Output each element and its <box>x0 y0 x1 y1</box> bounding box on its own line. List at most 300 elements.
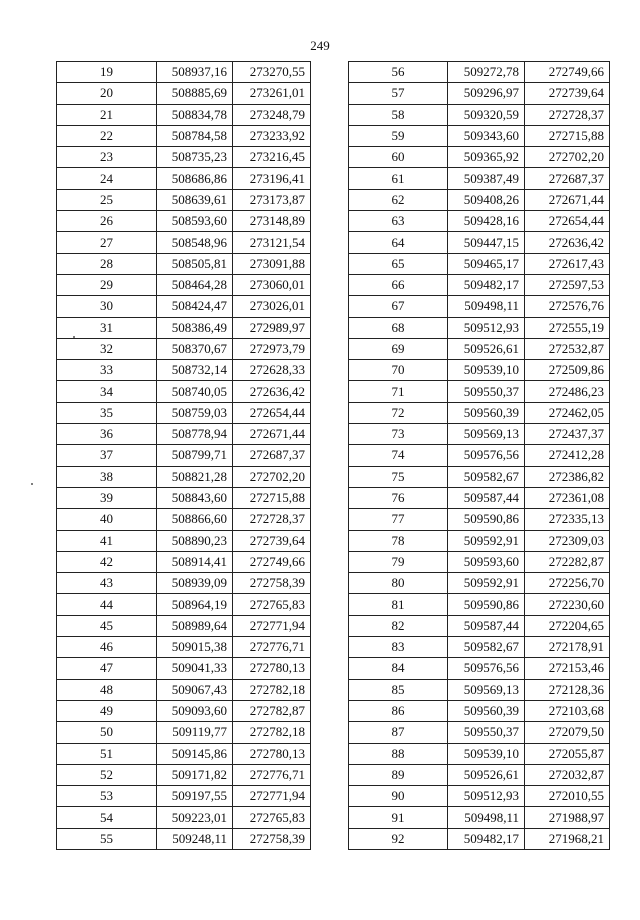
coordinate-y-cell: 272765,83 <box>233 594 311 615</box>
point-number-cell: 67 <box>349 296 448 317</box>
coordinate-x-cell: 509539,10 <box>448 360 525 381</box>
point-number-cell: 56 <box>349 62 448 83</box>
coordinate-y-cell: 272282,87 <box>525 551 610 572</box>
point-number-cell: 75 <box>349 466 448 487</box>
coordinate-x-cell: 509387,49 <box>448 168 525 189</box>
point-number-cell: 46 <box>57 637 157 658</box>
coordinate-y-cell: 272617,43 <box>525 253 610 274</box>
point-number-cell: 38 <box>57 466 157 487</box>
coordinate-x-cell: 509408,26 <box>448 189 525 210</box>
point-number-cell: 27 <box>57 232 157 253</box>
point-number-cell: 52 <box>57 764 157 785</box>
coordinate-y-cell: 272776,71 <box>233 764 311 785</box>
coordinate-x-cell: 509447,15 <box>448 232 525 253</box>
table-row <box>349 445 610 466</box>
table-row <box>349 317 610 338</box>
coordinate-x-cell: 508732,14 <box>157 360 233 381</box>
coordinate-y-cell: 272576,76 <box>525 296 610 317</box>
table-row <box>349 232 610 253</box>
table-row <box>57 445 311 466</box>
coordinate-x-cell: 508939,09 <box>157 573 233 594</box>
table-row <box>349 786 610 807</box>
coordinate-y-cell: 273091,88 <box>233 253 311 274</box>
coordinate-x-cell: 509590,86 <box>448 594 525 615</box>
table-row <box>349 658 610 679</box>
coordinate-y-cell: 272765,83 <box>233 807 311 828</box>
point-number-cell: 48 <box>57 679 157 700</box>
coordinate-y-cell: 272204,65 <box>525 615 610 636</box>
coordinate-y-cell: 272687,37 <box>233 445 311 466</box>
coordinate-y-cell: 272687,37 <box>525 168 610 189</box>
coordinate-x-cell: 508759,03 <box>157 402 233 423</box>
table-row <box>57 637 311 658</box>
table-row <box>57 615 311 636</box>
table-row <box>57 743 311 764</box>
coordinate-x-cell: 509512,93 <box>448 317 525 338</box>
table-row <box>57 104 311 125</box>
coordinate-y-cell: 272715,88 <box>233 487 311 508</box>
point-number-cell: 92 <box>349 828 448 849</box>
coordinate-x-cell: 509592,91 <box>448 573 525 594</box>
table-row <box>349 466 610 487</box>
coordinate-y-cell: 272079,50 <box>525 722 610 743</box>
coordinate-y-cell: 272555,19 <box>525 317 610 338</box>
table-row <box>57 551 311 572</box>
table-row <box>349 338 610 359</box>
coordinate-x-cell: 509171,82 <box>157 764 233 785</box>
point-number-cell: 49 <box>57 700 157 721</box>
coordinate-x-cell: 509343,60 <box>448 125 525 146</box>
point-number-cell: 40 <box>57 509 157 530</box>
point-number-cell: 69 <box>349 338 448 359</box>
point-number-cell: 26 <box>57 211 157 232</box>
table-row <box>57 573 311 594</box>
coordinate-x-cell: 509296,97 <box>448 83 525 104</box>
table-row <box>57 786 311 807</box>
point-number-cell: 51 <box>57 743 157 764</box>
point-number-cell: 58 <box>349 104 448 125</box>
coordinate-x-cell: 508386,49 <box>157 317 233 338</box>
coordinate-y-cell: 272230,60 <box>525 594 610 615</box>
coordinate-y-cell: 273148,89 <box>233 211 311 232</box>
point-number-cell: 20 <box>57 83 157 104</box>
point-number-cell: 24 <box>57 168 157 189</box>
point-number-cell: 60 <box>349 147 448 168</box>
coordinate-x-cell: 508784,58 <box>157 125 233 146</box>
table-row <box>57 658 311 679</box>
coordinate-x-cell: 508424,47 <box>157 296 233 317</box>
table-row <box>57 530 311 551</box>
coordinate-x-cell: 509560,39 <box>448 700 525 721</box>
table-row <box>57 317 311 338</box>
coordinate-y-cell: 272776,71 <box>233 637 311 658</box>
coordinate-y-cell: 272010,55 <box>525 786 610 807</box>
coordinate-y-cell: 272654,44 <box>233 402 311 423</box>
coordinate-x-cell: 508639,61 <box>157 189 233 210</box>
table-row <box>349 487 610 508</box>
table-row <box>57 487 311 508</box>
table-row <box>57 211 311 232</box>
coordinate-x-cell: 509560,39 <box>448 402 525 423</box>
table-row <box>349 168 610 189</box>
point-number-cell: 21 <box>57 104 157 125</box>
table-row <box>349 700 610 721</box>
coordinate-y-cell: 272782,18 <box>233 679 311 700</box>
coordinate-y-cell: 272782,18 <box>233 722 311 743</box>
coordinate-x-cell: 509428,16 <box>448 211 525 232</box>
point-number-cell: 41 <box>57 530 157 551</box>
table-row <box>349 573 610 594</box>
coordinate-x-cell: 509526,61 <box>448 338 525 359</box>
coordinate-y-cell: 272758,39 <box>233 573 311 594</box>
coordinate-y-cell: 272702,20 <box>233 466 311 487</box>
point-number-cell: 39 <box>57 487 157 508</box>
coordinate-y-cell: 273233,92 <box>233 125 311 146</box>
coordinate-y-cell: 272782,87 <box>233 700 311 721</box>
point-number-cell: 34 <box>57 381 157 402</box>
table-row <box>57 700 311 721</box>
point-number-cell: 66 <box>349 274 448 295</box>
table-row <box>57 722 311 743</box>
coordinate-y-cell: 272771,94 <box>233 786 311 807</box>
table-row <box>349 594 610 615</box>
coordinate-x-cell: 509539,10 <box>448 743 525 764</box>
point-number-cell: 42 <box>57 551 157 572</box>
table-row <box>349 381 610 402</box>
table-row <box>57 764 311 785</box>
coordinate-x-cell: 508964,19 <box>157 594 233 615</box>
point-number-cell: 62 <box>349 189 448 210</box>
coordinate-x-cell: 509248,11 <box>157 828 233 849</box>
coordinate-y-cell: 272032,87 <box>525 764 610 785</box>
table-row <box>349 189 610 210</box>
point-number-cell: 79 <box>349 551 448 572</box>
point-number-cell: 53 <box>57 786 157 807</box>
coordinate-y-cell: 271988,97 <box>525 807 610 828</box>
table-row <box>349 743 610 764</box>
coordinate-x-cell: 509093,60 <box>157 700 233 721</box>
point-number-cell: 84 <box>349 658 448 679</box>
coordinate-y-cell: 273121,54 <box>233 232 311 253</box>
coordinate-x-cell: 508686,86 <box>157 168 233 189</box>
coordinate-y-cell: 272636,42 <box>525 232 610 253</box>
point-number-cell: 47 <box>57 658 157 679</box>
coordinate-x-cell: 508370,67 <box>157 338 233 359</box>
point-number-cell: 83 <box>349 637 448 658</box>
point-number-cell: 72 <box>349 402 448 423</box>
point-number-cell: 63 <box>349 211 448 232</box>
point-number-cell: 81 <box>349 594 448 615</box>
table-row <box>349 274 610 295</box>
table-row <box>349 828 610 849</box>
table-row <box>349 125 610 146</box>
coordinate-x-cell: 508821,28 <box>157 466 233 487</box>
coordinate-y-cell: 272749,66 <box>525 62 610 83</box>
coordinate-x-cell: 509067,43 <box>157 679 233 700</box>
coordinate-x-cell: 509498,11 <box>448 296 525 317</box>
point-number-cell: 88 <box>349 743 448 764</box>
coordinate-x-cell: 509498,11 <box>448 807 525 828</box>
point-number-cell: 57 <box>349 83 448 104</box>
point-number-cell: 45 <box>57 615 157 636</box>
point-number-cell: 22 <box>57 125 157 146</box>
point-number-cell: 82 <box>349 615 448 636</box>
coordinate-x-cell: 509576,56 <box>448 658 525 679</box>
coordinate-x-cell: 509041,33 <box>157 658 233 679</box>
coordinate-y-cell: 272486,23 <box>525 381 610 402</box>
table-row <box>349 62 610 83</box>
coordinate-y-cell: 272437,37 <box>525 424 610 445</box>
coordinate-y-cell: 272973,79 <box>233 338 311 359</box>
table-row <box>57 828 311 849</box>
table-row <box>57 168 311 189</box>
coordinate-x-cell: 509482,17 <box>448 828 525 849</box>
table-row <box>57 147 311 168</box>
coordinate-y-cell: 272654,44 <box>525 211 610 232</box>
table-row <box>349 764 610 785</box>
point-number-cell: 73 <box>349 424 448 445</box>
point-number-cell: 29 <box>57 274 157 295</box>
coordinate-x-cell: 509587,44 <box>448 615 525 636</box>
coordinate-y-cell: 272509,86 <box>525 360 610 381</box>
coordinate-x-cell: 508799,71 <box>157 445 233 466</box>
point-number-cell: 32 <box>57 338 157 359</box>
coordinate-x-cell: 508548,96 <box>157 232 233 253</box>
point-number-cell: 71 <box>349 381 448 402</box>
coordinate-x-cell: 509576,56 <box>448 445 525 466</box>
table-row <box>349 530 610 551</box>
point-number-cell: 78 <box>349 530 448 551</box>
coordinate-y-cell: 272153,46 <box>525 658 610 679</box>
coordinate-x-cell: 509550,37 <box>448 381 525 402</box>
coordinate-y-cell: 272386,82 <box>525 466 610 487</box>
coordinate-y-cell: 273248,79 <box>233 104 311 125</box>
table-row <box>349 83 610 104</box>
coordinate-x-cell: 508866,60 <box>157 509 233 530</box>
point-number-cell: 35 <box>57 402 157 423</box>
coordinate-y-cell: 272739,64 <box>525 83 610 104</box>
coordinate-y-cell: 272103,68 <box>525 700 610 721</box>
coordinate-x-cell: 509582,67 <box>448 466 525 487</box>
point-number-cell: 91 <box>349 807 448 828</box>
table-row <box>57 296 311 317</box>
coordinate-y-cell: 272309,03 <box>525 530 610 551</box>
point-number-cell: 89 <box>349 764 448 785</box>
coordinate-x-cell: 508778,94 <box>157 424 233 445</box>
table-row <box>349 679 610 700</box>
coordinate-x-cell: 508834,78 <box>157 104 233 125</box>
point-number-cell: 50 <box>57 722 157 743</box>
point-number-cell: 55 <box>57 828 157 849</box>
coordinate-y-cell: 272178,91 <box>525 637 610 658</box>
table-row <box>57 466 311 487</box>
point-number-cell: 23 <box>57 147 157 168</box>
coordinate-x-cell: 509582,67 <box>448 637 525 658</box>
table-row <box>349 551 610 572</box>
table-row <box>57 62 311 83</box>
table-row <box>57 338 311 359</box>
coordinate-x-cell: 509482,17 <box>448 274 525 295</box>
table-row <box>57 232 311 253</box>
coordinate-y-cell: 273173,87 <box>233 189 311 210</box>
coordinate-x-cell: 509272,78 <box>448 62 525 83</box>
point-number-cell: 19 <box>57 62 157 83</box>
coordinate-y-cell: 273216,45 <box>233 147 311 168</box>
coordinate-y-cell: 273026,01 <box>233 296 311 317</box>
coordinate-x-cell: 509119,77 <box>157 722 233 743</box>
coordinate-x-cell: 508914,41 <box>157 551 233 572</box>
coordinate-x-cell: 509465,17 <box>448 253 525 274</box>
point-number-cell: 37 <box>57 445 157 466</box>
coordinate-x-cell: 509592,91 <box>448 530 525 551</box>
table-row <box>349 104 610 125</box>
coordinate-y-cell: 272715,88 <box>525 125 610 146</box>
table-row <box>57 381 311 402</box>
table-row <box>57 679 311 700</box>
coordinate-x-cell: 508464,28 <box>157 274 233 295</box>
point-number-cell: 28 <box>57 253 157 274</box>
point-number-cell: 65 <box>349 253 448 274</box>
point-number-cell: 43 <box>57 573 157 594</box>
coordinate-y-cell: 272597,53 <box>525 274 610 295</box>
coordinate-x-cell: 509550,37 <box>448 722 525 743</box>
point-number-cell: 80 <box>349 573 448 594</box>
point-number-cell: 36 <box>57 424 157 445</box>
coordinate-x-cell: 509223,01 <box>157 807 233 828</box>
point-number-cell: 44 <box>57 594 157 615</box>
point-number-cell: 74 <box>349 445 448 466</box>
coordinate-y-cell: 272128,36 <box>525 679 610 700</box>
table-row <box>349 807 610 828</box>
table-row <box>349 211 610 232</box>
table-row <box>349 424 610 445</box>
point-number-cell: 90 <box>349 786 448 807</box>
coordinate-x-cell: 508890,23 <box>157 530 233 551</box>
table-row <box>57 594 311 615</box>
table-row <box>349 615 610 636</box>
table-row <box>57 402 311 423</box>
point-number-cell: 85 <box>349 679 448 700</box>
coordinate-y-cell: 272361,08 <box>525 487 610 508</box>
coordinate-y-cell: 272758,39 <box>233 828 311 849</box>
table-row <box>349 296 610 317</box>
table-row <box>349 509 610 530</box>
point-number-cell: 70 <box>349 360 448 381</box>
coordinate-y-cell: 272671,44 <box>525 189 610 210</box>
point-number-cell: 87 <box>349 722 448 743</box>
coordinate-x-cell: 509590,86 <box>448 509 525 530</box>
coordinate-y-cell: 272749,66 <box>233 551 311 572</box>
point-number-cell: 68 <box>349 317 448 338</box>
table-row <box>349 402 610 423</box>
point-number-cell: 76 <box>349 487 448 508</box>
table-row <box>57 509 311 530</box>
coordinate-y-cell: 272412,28 <box>525 445 610 466</box>
table-row <box>57 424 311 445</box>
point-number-cell: 30 <box>57 296 157 317</box>
coordinate-y-cell: 273261,01 <box>233 83 311 104</box>
coordinate-x-cell: 508843,60 <box>157 487 233 508</box>
coordinate-x-cell: 508593,60 <box>157 211 233 232</box>
coordinate-y-cell: 272702,20 <box>525 147 610 168</box>
coordinate-x-cell: 509365,92 <box>448 147 525 168</box>
table-row <box>349 637 610 658</box>
coordinate-y-cell: 271968,21 <box>525 828 610 849</box>
point-number-cell: 61 <box>349 168 448 189</box>
coordinate-x-cell: 509526,61 <box>448 764 525 785</box>
coordinates-table-right-body <box>349 62 610 850</box>
coordinate-y-cell: 272771,94 <box>233 615 311 636</box>
coordinate-x-cell: 509015,38 <box>157 637 233 658</box>
table-row <box>349 253 610 274</box>
coordinate-x-cell: 509512,93 <box>448 786 525 807</box>
coordinates-table-left <box>56 61 311 850</box>
table-row <box>349 147 610 168</box>
table-row <box>57 83 311 104</box>
coordinate-x-cell: 508885,69 <box>157 83 233 104</box>
point-number-cell: 33 <box>57 360 157 381</box>
coordinate-y-cell: 272636,42 <box>233 381 311 402</box>
point-number-cell: 25 <box>57 189 157 210</box>
point-number-cell: 59 <box>349 125 448 146</box>
coordinates-table-right <box>348 61 610 850</box>
table-row <box>349 722 610 743</box>
coordinate-x-cell: 508989,64 <box>157 615 233 636</box>
point-number-cell: 64 <box>349 232 448 253</box>
table-row <box>57 807 311 828</box>
table-row <box>349 360 610 381</box>
table-row <box>57 274 311 295</box>
coordinate-y-cell: 272728,37 <box>233 509 311 530</box>
coordinate-x-cell: 509569,13 <box>448 424 525 445</box>
coordinate-y-cell: 272989,97 <box>233 317 311 338</box>
page-number: 249 <box>310 38 330 53</box>
coordinate-y-cell: 272256,70 <box>525 573 610 594</box>
coordinate-x-cell: 508740,05 <box>157 381 233 402</box>
coordinate-x-cell: 509320,59 <box>448 104 525 125</box>
point-number-cell: 77 <box>349 509 448 530</box>
coordinate-y-cell: 272055,87 <box>525 743 610 764</box>
table-row <box>57 189 311 210</box>
coordinates-table-left-body <box>57 62 311 850</box>
coordinate-x-cell: 509569,13 <box>448 679 525 700</box>
coordinate-x-cell: 508937,16 <box>157 62 233 83</box>
coordinate-y-cell: 273270,55 <box>233 62 311 83</box>
coordinate-y-cell: 272671,44 <box>233 424 311 445</box>
coordinate-y-cell: 272335,13 <box>525 509 610 530</box>
point-number-cell: 86 <box>349 700 448 721</box>
table-row <box>57 125 311 146</box>
scan-speck <box>73 336 75 338</box>
coordinate-x-cell: 508505,81 <box>157 253 233 274</box>
table-row <box>57 360 311 381</box>
coordinate-y-cell: 272628,33 <box>233 360 311 381</box>
coordinate-y-cell: 273060,01 <box>233 274 311 295</box>
coordinate-y-cell: 272532,87 <box>525 338 610 359</box>
coordinate-x-cell: 509145,86 <box>157 743 233 764</box>
coordinate-y-cell: 272739,64 <box>233 530 311 551</box>
coordinate-y-cell: 272728,37 <box>525 104 610 125</box>
coordinate-y-cell: 272780,13 <box>233 658 311 679</box>
point-number-cell: 54 <box>57 807 157 828</box>
coordinate-y-cell: 272780,13 <box>233 743 311 764</box>
coordinate-y-cell: 272462,05 <box>525 402 610 423</box>
scan-speck <box>31 483 33 485</box>
table-row <box>57 253 311 274</box>
coordinate-x-cell: 509593,60 <box>448 551 525 572</box>
point-number-cell: 31 <box>57 317 157 338</box>
coordinate-x-cell: 509587,44 <box>448 487 525 508</box>
